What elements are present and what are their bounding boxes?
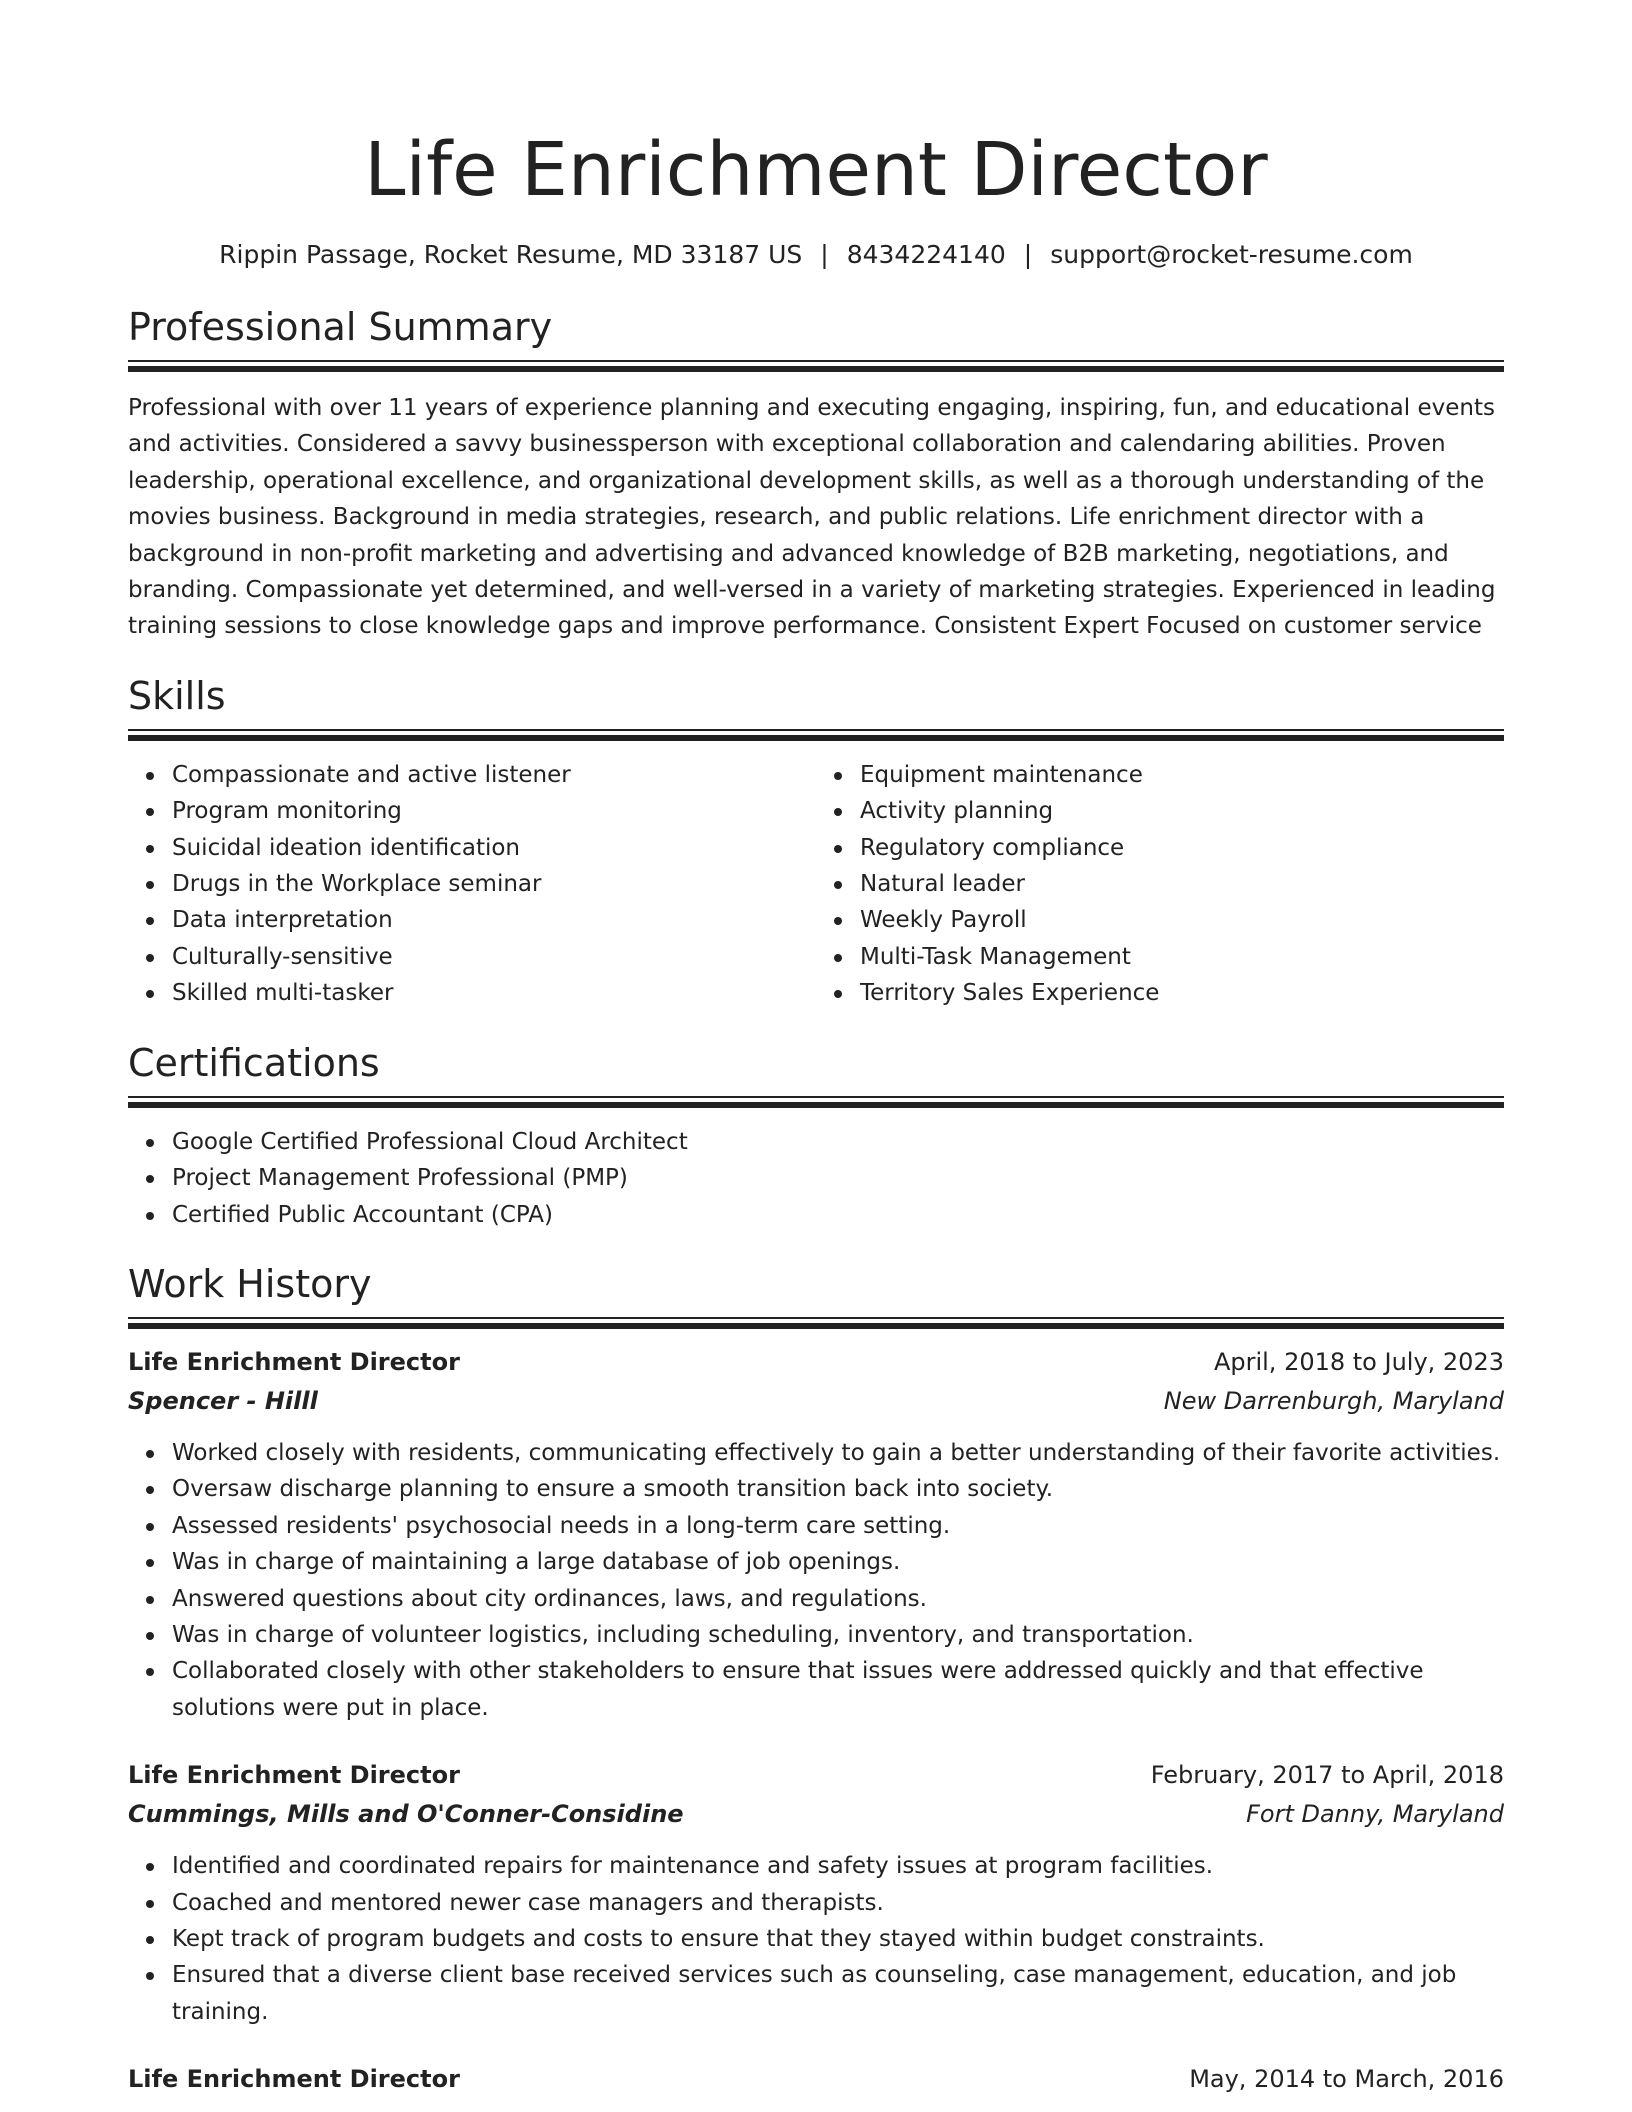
skill-label: Activity planning [860, 798, 1054, 825]
bullet-icon [834, 845, 842, 853]
skill-label: Drugs in the Workplace seminar [172, 871, 542, 898]
skill-item [860, 939, 1504, 975]
bullet-icon [834, 917, 842, 925]
certification-item [172, 1197, 1504, 1233]
job-bullet [172, 1885, 1504, 1921]
work-history-heading: Work History [128, 1261, 372, 1306]
job-company: Cummings, Mills and O'Conner-Considine [128, 1800, 684, 1829]
job-header-row [128, 2060, 1504, 2099]
contact-line [128, 238, 1504, 272]
job-bullet-text: Identified and coordinated repairs for maintenance and safety issues at program facilities. [172, 1853, 1214, 1880]
job-bullet [172, 1544, 1504, 1580]
summary-section [128, 302, 1504, 645]
bullet-icon [146, 1559, 154, 1567]
skill-item [172, 830, 816, 866]
job-company-row [128, 1795, 1504, 1834]
skill-item [860, 975, 1504, 1011]
skill-item [860, 757, 1504, 793]
skill-item [172, 793, 816, 829]
skill-label: Program monitoring [172, 798, 402, 825]
skills-heading: Skills [128, 673, 226, 718]
contact-address: Rippin Passage, Rocket Resume, MD 33187 US [219, 240, 803, 269]
job-bullet [172, 1617, 1504, 1653]
section-divider [128, 360, 1504, 372]
job-bullet [172, 1957, 1504, 2030]
job-location: Fort Danny, Maryland [1246, 1800, 1504, 1829]
job-bullet-text: Was in charge of maintaining a large database of job openings. [172, 1549, 901, 1576]
skill-label: Weekly Payroll [860, 907, 1027, 934]
bullet-icon [146, 772, 154, 780]
skill-item [860, 902, 1504, 938]
bullet-icon [146, 1936, 154, 1944]
bullet-icon [146, 1523, 154, 1531]
job-bullets [128, 1435, 1504, 1726]
skill-label: Natural leader [860, 871, 1025, 898]
job-bullet-text: Ensured that a diverse client base received services such as counseling, case management, education, and job training. [172, 1962, 1457, 2025]
bullet-icon [834, 772, 842, 780]
job-bullet-text: Answered questions about city ordinances, laws, and regulations. [172, 1585, 927, 1612]
job-bullet-text: Collaborated closely with other stakeholders to ensure that issues were addressed quickly and that effective solutions were put in place. [172, 1658, 1424, 1721]
bullet-icon [146, 1486, 154, 1494]
contact-separator: | [1023, 240, 1033, 269]
job-location: New Darrenburgh, Maryland [1163, 1386, 1504, 1415]
summary-heading: Professional Summary [128, 305, 553, 349]
bullet-icon [146, 1175, 154, 1183]
skills-right-list [816, 757, 1504, 1012]
job-company: Spencer - Hilll [128, 1386, 318, 1415]
skill-label: Suicidal ideation identification [172, 834, 521, 861]
bullet-icon [146, 1139, 154, 1147]
job-dates: April, 2018 to July, 2023 [1213, 1347, 1504, 1376]
bullet-icon [146, 881, 154, 889]
skill-item [172, 975, 816, 1011]
job-bullets [128, 1848, 1504, 2030]
certifications-heading: Certifications [128, 1040, 380, 1085]
bullet-icon [146, 808, 154, 816]
skill-item [172, 902, 816, 938]
skill-label: Territory Sales Experience [860, 980, 1160, 1007]
section-divider [128, 1317, 1504, 1329]
job-bullet-text: Assessed residents' psychosocial needs in a long-term care setting. [172, 1512, 951, 1539]
job-header-row [128, 1756, 1504, 1795]
resume-page [128, 0, 1504, 2099]
job-entry [128, 1756, 1504, 2030]
skill-item [172, 757, 816, 793]
skills-columns [128, 757, 1504, 1012]
skills-right-column [816, 757, 1504, 1012]
certification-item [172, 1160, 1504, 1196]
job-company-row [128, 1382, 1504, 1421]
bullet-icon [146, 954, 154, 962]
bullet-icon [146, 1972, 154, 1980]
skills-section [128, 671, 1504, 1012]
job-bullet-text: Kept track of program budgets and costs to ensure that they stayed within budget constraints. [172, 1925, 1265, 1952]
bullet-icon [146, 990, 154, 998]
contact-separator: | [820, 240, 829, 269]
skill-item [860, 793, 1504, 829]
job-title: Life Enrichment Director [128, 1347, 460, 1376]
job-header-row [128, 1343, 1504, 1382]
job-bullet [172, 1581, 1504, 1617]
certifications-list [128, 1124, 1504, 1233]
bullet-icon [146, 1632, 154, 1640]
job-dates: May, 2014 to March, 2016 [1189, 2065, 1504, 2094]
section-divider [128, 1096, 1504, 1108]
job-entry [128, 2060, 1504, 2099]
skill-item [172, 939, 816, 975]
skills-left-column [128, 757, 816, 1012]
skill-label: Skilled multi-tasker [172, 980, 394, 1007]
job-bullet [172, 1508, 1504, 1544]
job-title: Life Enrichment Director [128, 2065, 460, 2094]
certification-item [172, 1124, 1504, 1160]
skills-left-list [128, 757, 816, 1012]
certification-label: Project Management Professional (PMP) [172, 1165, 628, 1192]
job-title: Life Enrichment Director [128, 1761, 460, 1790]
bullet-icon [834, 808, 842, 816]
work-history-section [128, 1259, 1504, 2099]
skill-item [860, 830, 1504, 866]
contact-email: support@rocket-resume.com [1050, 240, 1413, 269]
skill-label: Equipment maintenance [860, 761, 1143, 788]
skill-label: Compassionate and active listener [172, 761, 571, 788]
contact-phone: 8434224140 [846, 240, 1006, 269]
bullet-icon [146, 1596, 154, 1604]
job-bullet [172, 1921, 1504, 1957]
skill-label: Culturally-sensitive [172, 943, 393, 970]
job-bullet-text: Oversaw discharge planning to ensure a smooth transition back into society. [172, 1476, 1054, 1503]
bullet-icon [834, 954, 842, 962]
skill-item [172, 866, 816, 902]
job-bullet-text: Was in charge of volunteer logistics, including scheduling, inventory, and transportation. [172, 1621, 1194, 1648]
skill-item [860, 866, 1504, 902]
resume-title: Life Enrichment Director [364, 127, 1268, 213]
job-bullet [172, 1471, 1504, 1507]
bullet-icon [146, 1450, 154, 1458]
certification-label: Certified Public Accountant (CPA) [172, 1201, 554, 1228]
skill-label: Multi-Task Management [860, 943, 1131, 970]
summary-text: Professional with over 11 years of experience planning and executing engaging, inspiring, fun, and educational events and activities. Considered a savvy businessperson with exceptional collaboration and calendaring abilities. Proven leadership, operational excellence, and organizational development skills, as well as a thorough understanding of the movies business. Background in media strategies, research, and public relations. Life enrichment director with a background in non-profit marketing and advertising and advanced knowledge of B2B marketing, negotiations, and branding. Compassionate yet determined, and well-versed in a variety of marketing strategies. Experienced in leading training sessions to close knowledge gaps and improve performance. Consistent Expert Focused on customer service [128, 395, 1496, 640]
section-divider [128, 729, 1504, 741]
job-entry [128, 1343, 1504, 1726]
job-bullet-text: Worked closely with residents, communicating effectively to gain a better understanding of their favorite activities. [172, 1439, 1501, 1466]
skill-label: Data interpretation [172, 907, 393, 934]
bullet-icon [146, 1212, 154, 1220]
certification-label: Google Certified Professional Cloud Architect [172, 1128, 688, 1155]
bullet-icon [146, 845, 154, 853]
certifications-section [128, 1038, 1504, 1233]
bullet-icon [146, 917, 154, 925]
bullet-icon [146, 1863, 154, 1871]
bullet-icon [834, 881, 842, 889]
job-bullet-text: Coached and mentored newer case managers and therapists. [172, 1889, 884, 1916]
bullet-icon [146, 1900, 154, 1908]
bullet-icon [834, 990, 842, 998]
job-dates: February, 2017 to April, 2018 [1150, 1761, 1504, 1790]
job-bullet [172, 1653, 1504, 1726]
job-bullet [172, 1848, 1504, 1884]
bullet-icon [146, 1668, 154, 1676]
skill-label: Regulatory compliance [860, 834, 1125, 861]
job-bullet [172, 1435, 1504, 1471]
